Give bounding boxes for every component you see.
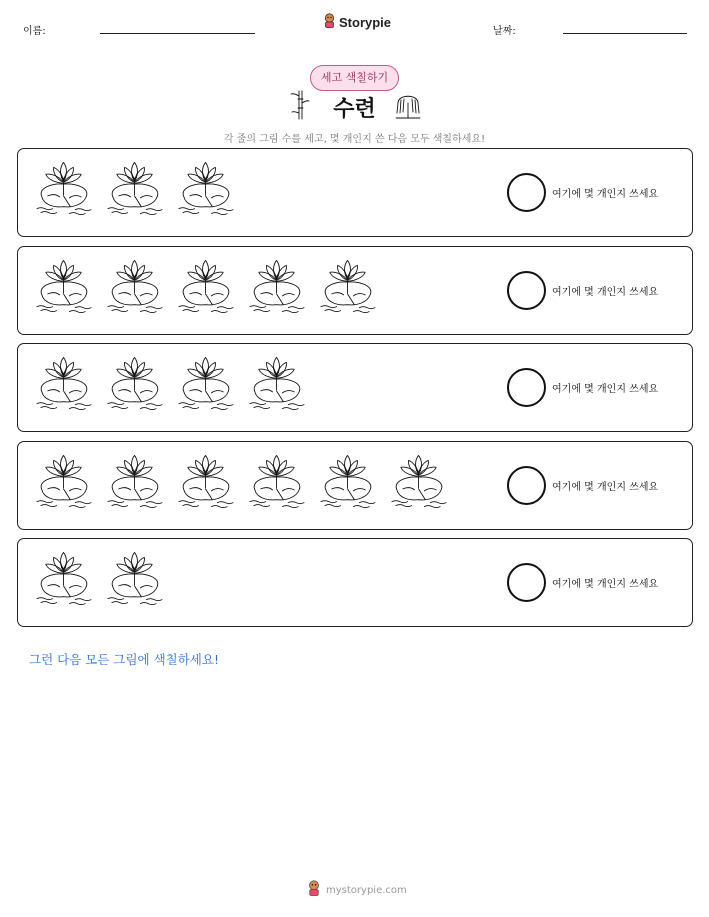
name-line[interactable]	[100, 33, 255, 34]
counting-row	[17, 148, 693, 237]
answer-circle[interactable]	[507, 563, 546, 602]
counting-row	[17, 343, 693, 432]
water-lily-icon[interactable]	[247, 452, 306, 512]
answer-circle[interactable]	[507, 173, 546, 212]
water-lily-icon[interactable]	[176, 257, 235, 317]
water-lily-icon[interactable]	[105, 257, 164, 317]
water-lily-icon[interactable]	[105, 452, 164, 512]
answer-label: 여기에 몇 개인지 쓰세요	[552, 189, 659, 200]
counting-row	[17, 441, 693, 530]
water-lily-icon[interactable]	[34, 354, 93, 414]
water-lily-group	[34, 257, 377, 317]
date-line[interactable]	[563, 33, 687, 34]
water-lily-icon[interactable]	[389, 452, 448, 512]
answer-label: 여기에 몇 개인지 쓰세요	[552, 482, 659, 493]
water-lily-icon[interactable]	[247, 257, 306, 317]
date-label: 날짜:	[493, 26, 516, 37]
water-lily-icon[interactable]	[318, 452, 377, 512]
coloring-prompt: 그런 다음 모든 그림에 색칠하세요!	[29, 652, 219, 667]
water-lily-icon[interactable]	[176, 159, 235, 219]
water-lily-icon[interactable]	[34, 159, 93, 219]
water-lily-icon[interactable]	[105, 549, 164, 609]
water-lily-group	[34, 159, 235, 219]
water-lily-group	[34, 452, 448, 512]
answer-label: 여기에 몇 개인지 쓰세요	[552, 579, 659, 590]
answer-label: 여기에 몇 개인지 쓰세요	[552, 384, 659, 395]
water-lily-icon[interactable]	[34, 452, 93, 512]
water-lily-group	[34, 549, 164, 609]
brand-name: Storypie	[339, 15, 392, 30]
worksheet-title: 수련	[333, 97, 376, 122]
storypie-mascot-icon	[323, 13, 336, 32]
water-lily-icon[interactable]	[105, 159, 164, 219]
water-lily-icon[interactable]	[176, 354, 235, 414]
counting-row	[17, 538, 693, 627]
counting-row	[17, 246, 693, 335]
water-lily-icon[interactable]	[247, 354, 306, 414]
water-lily-icon[interactable]	[176, 452, 235, 512]
worksheet-tag: 세고 색칠하기	[310, 65, 399, 91]
site-url: mystorypie.com	[326, 884, 407, 896]
answer-label: 여기에 몇 개인지 쓰세요	[552, 287, 659, 298]
water-lily-icon[interactable]	[105, 354, 164, 414]
answer-circle[interactable]	[507, 466, 546, 505]
storypie-mascot-icon	[307, 880, 321, 900]
answer-circle[interactable]	[507, 271, 546, 310]
willow-tree-icon	[393, 91, 423, 123]
site-footer	[307, 880, 407, 900]
brand-logo	[323, 13, 391, 32]
water-lily-icon[interactable]	[34, 549, 93, 609]
water-lily-group	[34, 354, 306, 414]
worksheet-instructions: 각 줄의 그림 수를 세고, 몇 개인지 쓴 다음 모두 색칠하세요!	[223, 134, 486, 145]
answer-circle[interactable]	[507, 368, 546, 407]
name-label: 이름:	[23, 26, 46, 37]
water-lily-icon[interactable]	[318, 257, 377, 317]
water-lily-icon[interactable]	[34, 257, 93, 317]
